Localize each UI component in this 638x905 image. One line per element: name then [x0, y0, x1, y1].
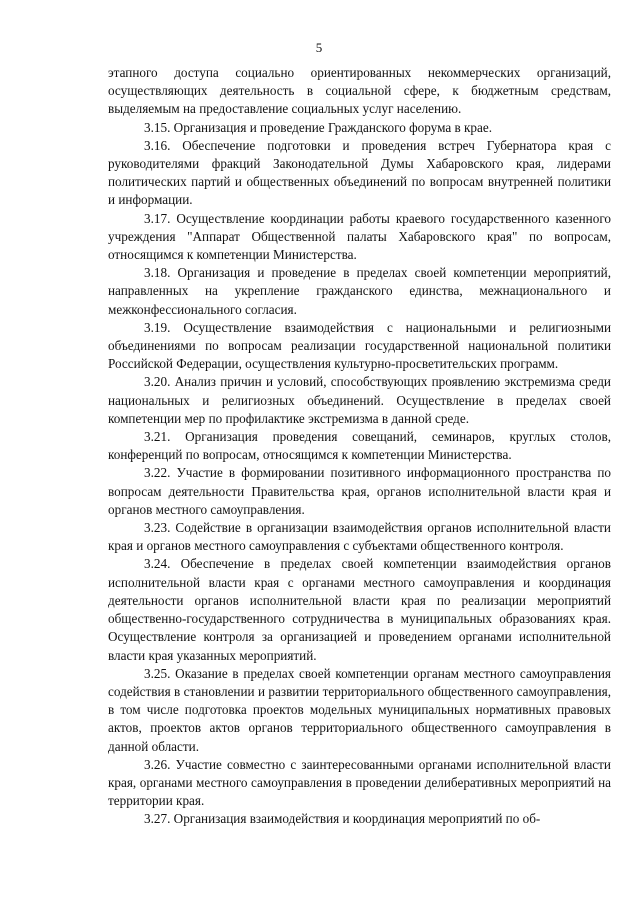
paragraph-3-24: 3.24. Обеспечение в пределах своей компетенции взаимодействия органов исполнительной власти края с органами местного самоуправления и координация деятельности органов исполнительной власти края по реализации мероприятий общественно-государственного сотрудничества в муниципальных образованиях края. Осуществление контроля за организацией и проведением органами исполнительной власти края указанных мероприятий. [108, 556, 611, 663]
paragraph-3-20: 3.20. Анализ причин и условий, способствующих проявлению экстремизма среди национальных и религиозных объединений. Осуществление в пределах своей компетенции мер по профилактике экстремизма в данной среде. [108, 374, 611, 426]
document-body [108, 64, 611, 829]
paragraph-3-17: 3.17. Осуществление координации работы краевого государственного казенного учреждения "Аппарат Общественной палаты Хабаровского края" по вопросам, относящимся к компетенции Министерства. [108, 210, 611, 263]
paragraph-3-15: 3.15. Организация и проведение Гражданского форума в крае. [144, 119, 492, 135]
paragraph-continuation: этапного доступа социально ориентированных некоммерческих организаций, осуществляющих деятельность в социальной сфере, к бюджетным средствам, выделяемым на предоставление социальных услуг населению. [108, 65, 611, 117]
paragraph-3-22: 3.22. Участие в формировании позитивного информационного пространства по вопросам деятельности Правительства края, органов исполнительной власти края и органов местного самоуправления. [108, 465, 611, 517]
paragraph-3-26: 3.26. Участие совместно с заинтересованными органами исполнительной власти края, органами местного самоуправления в проведении делиберативных мероприятий на территории края. [108, 756, 611, 809]
paragraph-3-18: 3.18. Организация и проведение в пределах своей компетенции мероприятий, направленных на укрепление гражданского единства, межнационального и межконфессионального согласия. [108, 265, 611, 317]
paragraph-3-21: 3.21. Организация проведения совещаний, семинаров, круглых столов, конференций по вопросам, относящимся к компетенции Министерства. [108, 429, 611, 463]
paragraph-3-27: 3.27. Организация взаимодействия и координация мероприятий по об- [144, 811, 541, 827]
paragraph-3-16: 3.16. Обеспечение подготовки и проведения встреч Губернатора края с руководителями фракций Законодательной Думы Хабаровского края, лидерами политических партий и общественных объединений по вопросам внутренней политики и информации. [108, 137, 611, 208]
page-number: 5 [315, 40, 323, 55]
paragraph-3-25: 3.25. Оказание в пределах своей компетенции органам местного самоуправления содействия в становлении и развитии территориального общественного самоуправления, в том числе подготовка проектов модельных муниципальных нормативных правовых актов, проектов актов органов территориального общественного самоуправления в данной области. [108, 665, 611, 754]
paragraph-3-23: 3.23. Содействие в организации взаимодействия органов исполнительной власти края и органов местного самоуправления с субъектами общественного контроля. [108, 520, 611, 554]
paragraph-3-19: 3.19. Осуществление взаимодействия с национальными и религиозными объединениями по вопросам реализации государственной национальной политики Российской Федерации, осуществления культурно-просветительских программ. [108, 319, 611, 372]
